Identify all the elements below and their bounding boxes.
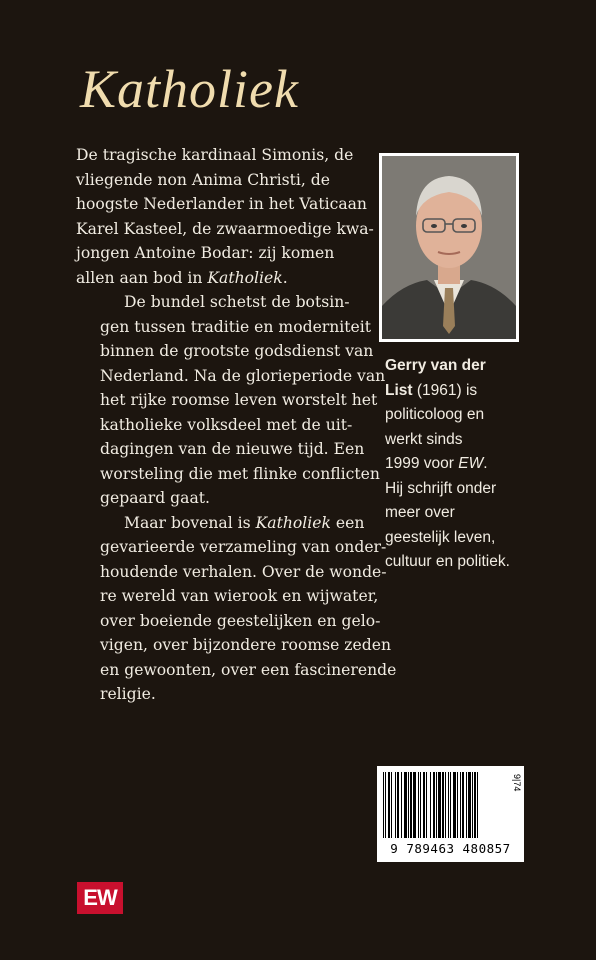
author-bio-line: cultuur en politiek.	[385, 553, 510, 570]
blurb-paragraph-1	[76, 143, 376, 290]
blurb-line: over boeiende geestelijken en gelo-	[100, 611, 381, 630]
author-name-line	[385, 354, 545, 379]
blurb-line: katholieke volksdeel met de uit-	[100, 415, 353, 434]
author-photo	[379, 153, 519, 342]
blurb-line: jongen Antoine Bodar: zij komen	[76, 244, 335, 262]
author-bio-line: Hij schrijft onder	[385, 479, 497, 497]
blurb-text: Maar bovenal is	[124, 513, 256, 532]
author-bio-line: geestelijk leven,	[385, 528, 496, 546]
author-bio-line: meer over	[385, 504, 455, 521]
blurb-line: gepaard gaat.	[100, 489, 210, 507]
blurb-line: hoogste Nederlander in het Vaticaan	[76, 195, 367, 213]
blurb-line: vigen, over bijzondere roomse zeden	[100, 636, 392, 654]
publication-name: EW	[458, 455, 484, 472]
author-bio-line	[385, 452, 545, 477]
blurb-line	[76, 266, 376, 291]
publisher-logo: EW	[77, 882, 123, 914]
blurb-line: De tragische kardinaal Simonis, de	[76, 146, 354, 164]
blurb-line: binnen de grootste godsdienst van	[100, 342, 374, 360]
author-portrait-illustration	[382, 156, 516, 339]
blurb-line: het rijke roomse leven worstelt het	[100, 391, 378, 409]
blurb-line: De bundel schetst de botsin-	[124, 293, 350, 311]
book-title-mention: Katholiek	[255, 513, 331, 532]
author-bio-line: werkt sinds	[385, 430, 463, 448]
blurb-line: gevarieerde verzameling van onder-	[100, 538, 387, 556]
book-title: Katholiek	[80, 59, 299, 119]
blurb-line: en gewoonten, over een fascinerende	[100, 660, 397, 679]
author-years: (1961) is	[412, 381, 478, 399]
isbn-number: 9 789463 480857	[390, 841, 511, 856]
blurb-text: .	[282, 268, 288, 287]
barcode-bar	[478, 772, 479, 838]
author-name: List	[385, 381, 413, 399]
blurb-line: gen tussen traditie en moderniteit	[100, 317, 372, 336]
blurb-text: allen aan bod in	[76, 268, 208, 287]
author-bio-line: politicoloog en	[385, 406, 485, 423]
blurb-line: worsteling die met flinke conflicten	[100, 464, 380, 483]
author-bio-text: .	[483, 455, 488, 472]
blurb-line: religie.	[100, 685, 156, 703]
book-title-mention: Katholiek	[207, 268, 283, 287]
barcode-bars	[383, 772, 510, 838]
blurb-line: Karel Kasteel, de zwaarmoedige kwa-	[76, 219, 374, 238]
author-bio-text: 1999 voor	[385, 455, 459, 472]
author-bio	[385, 354, 545, 575]
author-bio-line	[385, 379, 545, 404]
isbn-barcode	[377, 766, 524, 862]
blurb-line: vliegende non Anima Christi, de	[76, 170, 330, 189]
blurb-line: houdende verhalen. Over de wonde-	[100, 562, 387, 581]
blurb-line	[76, 511, 376, 536]
author-name: Gerry van der	[385, 357, 486, 374]
blurb-line: Nederland. Na de glorieperiode van	[100, 366, 386, 385]
barcode-side-text: 9|74	[512, 774, 522, 792]
blurb-line: re wereld van wierook en wijwater,	[100, 587, 379, 605]
back-cover-blurb	[76, 143, 397, 707]
blurb-line: dagingen van de nieuwe tijd. Een	[100, 440, 365, 458]
blurb-paragraph-2	[76, 290, 386, 511]
blurb-text: een	[330, 513, 365, 532]
blurb-paragraph-3	[76, 511, 397, 707]
